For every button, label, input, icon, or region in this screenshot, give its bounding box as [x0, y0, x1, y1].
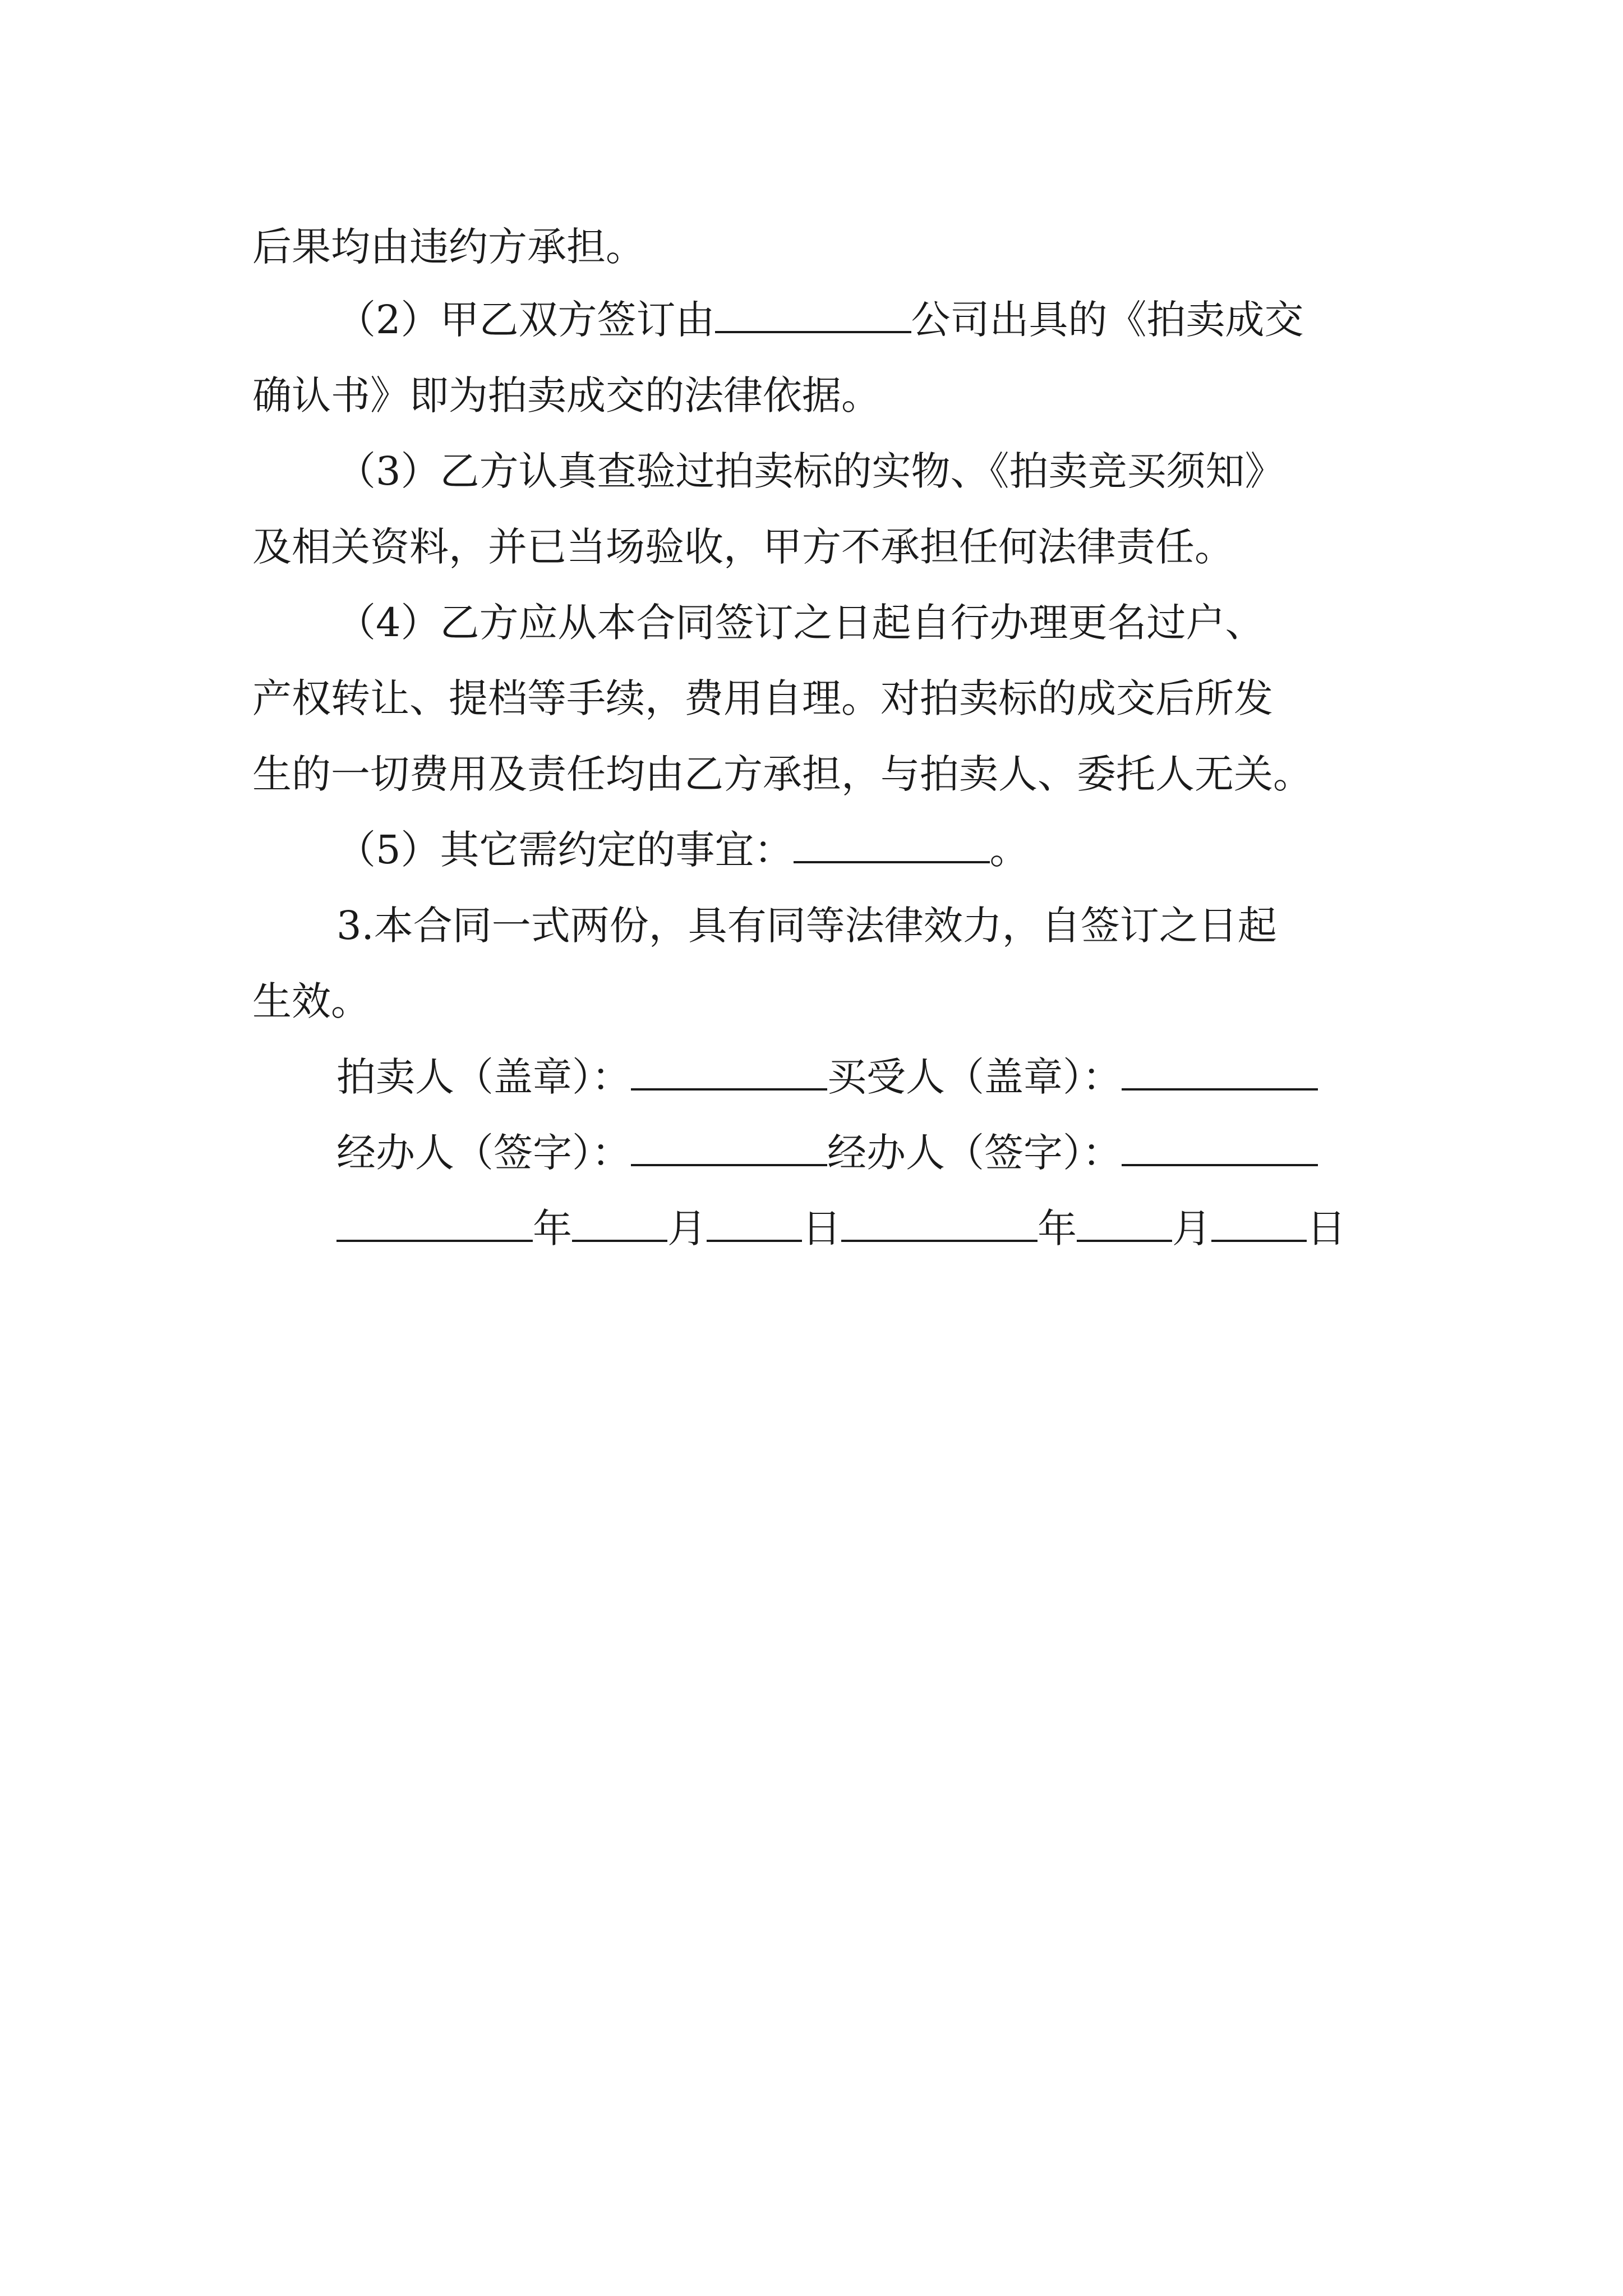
day-label-2: 日 [1307, 1205, 1346, 1251]
handler-sign-label-2: 经办人（签字）： [827, 1130, 1122, 1176]
auctioneer-seal-label: 拍卖人（盖章）： [336, 1054, 631, 1100]
clause-3-line-1: 3.本合同一式两份，具有同等法律效力，自签订之日起 [336, 903, 1277, 949]
month-label-1: 月 [667, 1205, 707, 1251]
day-label-1: 日 [802, 1205, 841, 1251]
item-5: （5）其它需约定的事宜： 。 [336, 827, 1029, 873]
date-row [336, 1200, 1346, 1257]
handler-sign-blank-2[interactable] [1122, 1129, 1318, 1166]
year-label-1: 年 [533, 1205, 572, 1251]
clause-3-line-2: 生效。 [252, 978, 370, 1024]
other-matters-blank[interactable] [794, 826, 990, 863]
item-3-line-1: （3）乙方认真查验过拍卖标的实物、《拍卖竞买须知》 [336, 448, 1284, 494]
year-blank-2[interactable] [841, 1205, 1038, 1242]
month-label-2: 月 [1172, 1205, 1211, 1251]
day-blank-2[interactable] [1211, 1205, 1307, 1242]
auctioneer-seal-blank[interactable] [631, 1053, 827, 1091]
year-label-2: 年 [1038, 1205, 1077, 1251]
buyer-seal-blank[interactable] [1122, 1053, 1318, 1091]
paragraph-continuation: 后果均由违约方承担。 [252, 224, 645, 270]
buyer-seal-label: 买受人（盖章）： [827, 1054, 1122, 1100]
item-4-line-1: （4）乙方应从本合同签订之日起自行办理更名过户、 [336, 600, 1265, 646]
item-3-line-2: 及相关资料，并已当场验收，甲方不承担任何法律责任。 [252, 524, 1234, 570]
item-2-line-1: （2）甲乙双方签订由 公司出具的《拍卖成交 [336, 297, 1304, 343]
handler-sign-blank-1[interactable] [631, 1129, 827, 1166]
month-blank-1[interactable] [572, 1205, 667, 1242]
item-2-line-2: 确认书》即为拍卖成交的法律依据。 [252, 372, 880, 418]
item-4-line-2: 产权转让、提档等手续，费用自理。对拍卖标的成交后所发 [252, 675, 1273, 721]
day-blank-1[interactable] [707, 1205, 802, 1242]
company-blank[interactable] [715, 296, 911, 333]
month-blank-2[interactable] [1077, 1205, 1172, 1242]
handler-row [336, 1125, 1318, 1181]
seal-row [336, 1049, 1318, 1105]
year-blank-1[interactable] [336, 1205, 533, 1242]
handler-sign-label-1: 经办人（签字）： [336, 1130, 631, 1176]
item-4-line-3: 生的一切费用及责任均由乙方承担，与拍卖人、委托人无关。 [252, 751, 1312, 797]
